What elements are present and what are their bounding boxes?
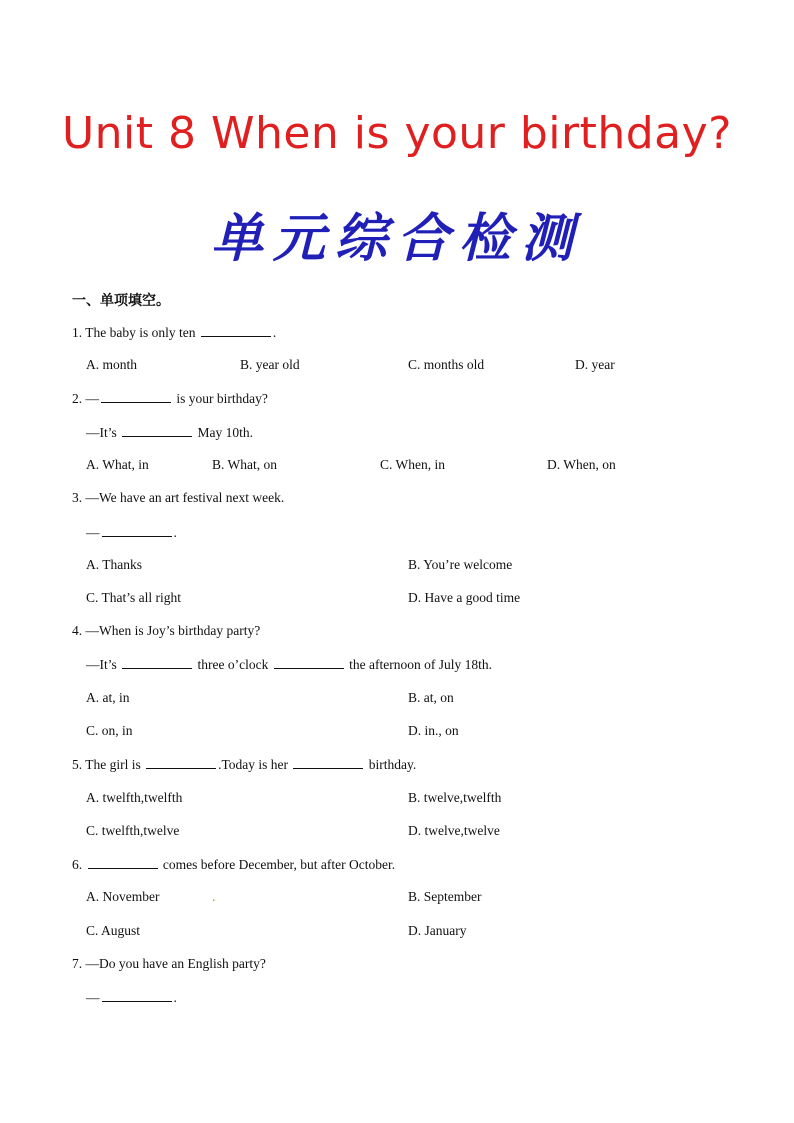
section-heading: 一、单项填空。 (72, 293, 170, 309)
option-1b: B. year old (240, 357, 300, 372)
answer-blank (274, 656, 344, 669)
option-5b: B. twelve,twelfth (408, 790, 502, 805)
option-3d: D. Have a good time (408, 590, 521, 605)
question-4: 4. —When is Joy’s birthday party? (72, 623, 261, 638)
option-4c: C. on, in (86, 723, 133, 738)
option-6d: D. January (408, 923, 467, 938)
question-7: 7. —Do you have an English party? (72, 956, 266, 971)
question-3: 3. —We have an art festival next week. (72, 490, 285, 505)
option-5d: D. twelve,twelve (408, 823, 500, 838)
answer-blank (101, 390, 171, 403)
answer-blank (102, 989, 172, 1002)
option-1a: A. month (86, 357, 138, 372)
option-3c: C. That’s all right (86, 590, 181, 605)
answer-blank (122, 424, 192, 437)
question-5: 5. The girl is .Today is her birthday. (72, 757, 417, 772)
answer-blank (146, 756, 216, 769)
question-7-reply: — . (86, 990, 177, 1005)
option-3b: B. You’re welcome (408, 557, 513, 572)
answer-blank (88, 856, 158, 869)
option-4b: B. at, on (408, 690, 454, 705)
option-6c: C. August (86, 923, 141, 938)
option-2b: B. What, on (212, 457, 277, 472)
option-2c: C. When, in (380, 457, 445, 472)
stray-mark: . (212, 890, 216, 905)
option-5a: A. twelfth,twelfth (86, 790, 183, 805)
option-1d: D. year (575, 357, 615, 372)
option-3a: A. Thanks (86, 557, 142, 572)
question-3-reply: — . (86, 525, 177, 540)
answer-blank (293, 756, 363, 769)
question-6: 6. comes before December, but after October. (72, 857, 396, 872)
page-subtitle: 单元综合检测 (210, 209, 583, 269)
question-4-reply: —It’s three o’clock the afternoon of July 18th. (86, 657, 492, 672)
option-4d: D. in., on (408, 723, 459, 738)
option-5c: C. twelfth,twelve (86, 823, 180, 838)
question-1: 1. The baby is only ten . (72, 325, 277, 340)
answer-blank (102, 524, 172, 537)
option-2a: A. What, in (86, 457, 149, 472)
option-4a: A. at, in (86, 690, 130, 705)
answer-blank (122, 656, 192, 669)
question-2: 2. — is your birthday? (72, 391, 268, 406)
option-6a: A. November (86, 889, 160, 904)
question-2-reply: —It’s May 10th. (86, 425, 254, 440)
option-6b: B. September (408, 889, 482, 904)
option-1c: C. months old (408, 357, 485, 372)
option-2d: D. When, on (547, 457, 616, 472)
page-title: Unit 8 When is your birthday? (61, 108, 733, 159)
answer-blank (201, 324, 271, 337)
